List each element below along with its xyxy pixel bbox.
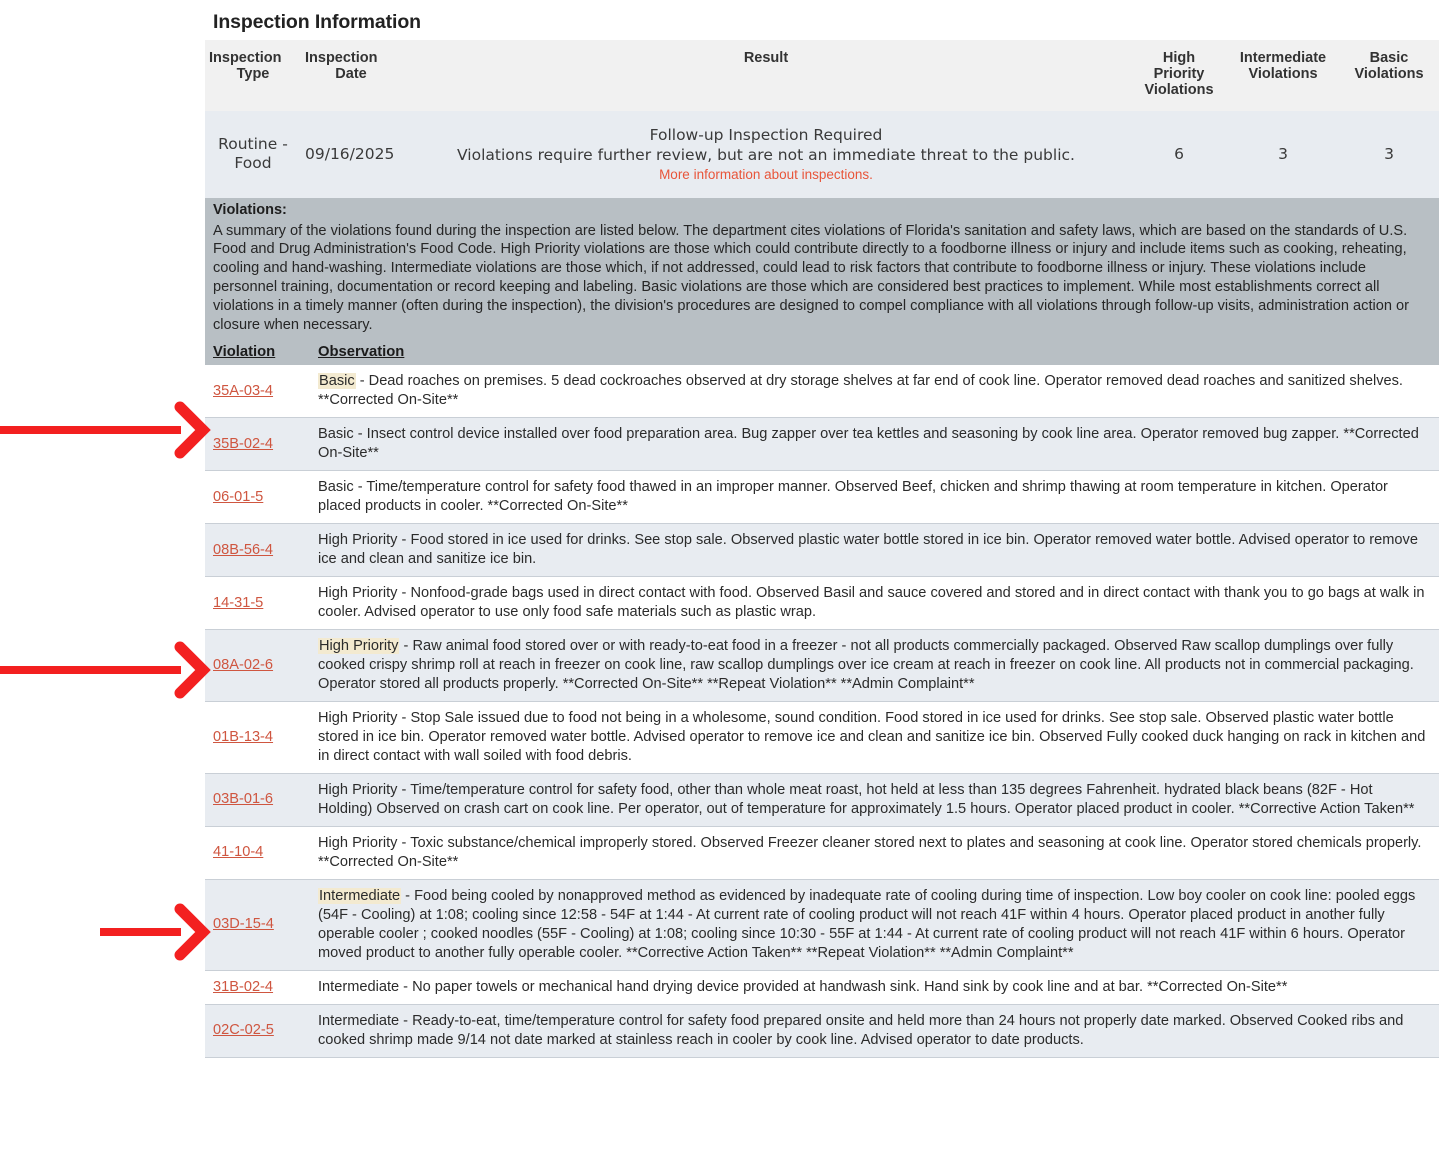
cell-violation-code [205,418,308,471]
cell-observation [308,879,1439,970]
table-row [205,702,1439,774]
cell-inspection-date: 09/16/2025 [301,111,401,198]
arrow-to-row-08A-02-6 [0,647,203,693]
table-row [205,970,1439,1004]
table-row [205,773,1439,826]
page-title: Inspection Information [213,11,421,33]
severity-label: High Priority [318,585,398,602]
observation-text: - Toxic substance/chemical improperly stored. Observed Freezer cleaner stored next to plates and seasoning at cook line. Operator stored chemicals properly. **Corrected On-Site** [318,834,1422,870]
report-content [205,0,1439,1058]
cell-observation [308,773,1439,826]
severity-label: High Priority [318,710,398,726]
cell-observation [308,826,1439,879]
table-row [205,879,1439,970]
severity-label: High Priority [318,834,398,851]
observation-text: - Raw animal food stored over or with ready-to-eat food in a freezer - not all products commercially packaged. Observed Raw scallop dumplings over fully cooked crispy shrimp roll at reach in freezer on cook line, raw scallop dumplings over ice cream at reach in freezer on cook line. All products not in commercial packaging. Operator stored all products properly. **Corrected On-Site** **Repeat Violation** **Admin Complaint** [318,638,1414,693]
violation-code-link[interactable]: 02C-02-5 [213,1022,274,1039]
severity-label: Basic [318,426,354,443]
severity-label: Intermediate [318,1012,400,1029]
table-row [205,471,1439,524]
observation-text: - No paper towels or mechanical hand drying device provided at handwash sink. Hand sink by cook line and at bar. **Corrected On-Site** [399,978,1288,995]
column-header-inspection-type-line2: Type [236,66,270,83]
arrow-to-row-35A-03-4 [0,407,203,453]
violation-code-link[interactable]: 08A-02-6 [213,657,274,674]
arrow-to-row-03D-15-4 [100,909,203,955]
cell-violation-code [205,702,308,774]
severity-label-highlighted: Intermediate [319,887,401,904]
cell-observation [308,365,1439,417]
cell-violation-code [205,471,308,524]
violations-notice [205,198,1439,343]
cell-violation-code [205,826,308,879]
table-row [205,577,1439,630]
violation-code-link[interactable]: 03D-15-4 [213,916,274,933]
violation-code-link[interactable]: 14-31-5 [213,594,264,611]
column-header-inspection-type-line1: Inspection [209,50,282,66]
observation-text: - Ready-to-eat, time/temperature control for safety food prepared onsite and held more than 24 hours not properly date marked. Observed Cooked ribs and cooked shrimp made 9/14 not date marked at stainless reach in cooler by cook line. Advised operator to date products. [318,1012,1404,1048]
column-header-observation: Observation [308,342,1439,365]
cell-high-priority-count: 6 [1131,111,1227,198]
observation-text: - Time/temperature control for safety food, other than whole meat roast, hot held at less than 135 degrees Fahrenheit. hydrated black beans (82F - Hot Holding) Observed on crash cart on cook line. Per operator, out of temperature for approximately 1.5 hours. Operator placed product in cooler. **Corrective Action Taken** [318,781,1415,817]
violations-table-body [205,365,1439,1057]
cell-violation-code [205,630,308,702]
cell-observation [308,630,1439,702]
table-row [205,826,1439,879]
table-row [205,630,1439,702]
cell-violation-code [205,524,308,577]
column-header-intermediate-violations: Intermediate Violations [1227,40,1339,111]
column-header-high-priority-violations: High Priority Violations [1131,40,1227,111]
column-header-violation: Violation [205,342,308,365]
cell-basic-count: 3 [1339,111,1439,198]
observation-text: - Dead roaches on premises. 5 dead cockroaches observed at dry storage shelves at far end of cook line. Operator removed dead roaches and sanitized shelves. **Corrected On-Site** [318,373,1403,409]
cell-observation [308,1004,1439,1057]
violation-code-link[interactable]: 08B-56-4 [213,541,274,558]
column-header-basic-violations: Basic Violations [1339,40,1439,111]
violations-table-header-row [205,342,1439,365]
observation-text: - Insect control device installed over food preparation area. Bug zapper over tea kettles and seasoning by cook line area. Operator removed bug zapper. **Corrected On-Site** [318,426,1419,462]
violation-code-link[interactable]: 35A-03-4 [213,382,274,399]
observation-text: - Time/temperature control for safety food thawed in an improper manner. Observed Beef, chicken and shrimp thawing at room temperature in kitchen. Operator placed products in cooler. **Corrected On-Site** [318,479,1388,515]
violation-code-link[interactable]: 01B-13-4 [213,728,274,745]
cell-observation [308,471,1439,524]
violations-notice-title: Violations: [213,201,287,218]
cell-violation-code [205,1004,308,1057]
inspection-table-header-row [205,40,1439,111]
cell-violation-code [205,970,308,1004]
cell-observation [308,577,1439,630]
inspection-result-row [205,111,1439,198]
cell-observation [308,524,1439,577]
severity-label-highlighted: High Priority [319,638,399,655]
column-header-inspection-date [301,40,401,111]
observation-text: - Nonfood-grade bags used in direct contact with food. Observed Basil and sauce covered and stored and in direct contact with thank you to go bags at walk in cooler. Advised operator to use only food safe materials such as plastic wrap. [318,585,1425,621]
severity-label-highlighted: Basic [319,373,355,390]
severity-label: Basic [318,479,354,496]
violation-code-link[interactable]: 03B-01-6 [213,791,274,808]
observation-text: - Food stored in ice used for drinks. See stop sale. Observed plastic water bottle stored in ice bin. Operator removed water bottle. Advised operator to remove ice and clean and sanitize ice bin. [318,532,1418,568]
violation-code-link[interactable]: 31B-02-4 [213,978,274,995]
cell-violation-code [205,773,308,826]
cell-observation [308,702,1439,774]
table-row [205,418,1439,471]
observation-text: - Stop Sale issued due to food not being in a wholesome, sound condition. Food stored in ice used for drinks. See stop sale. Observed plastic water bottle stored in ice bin. Operator removed water bottle. Advised operator to remove ice and clean and sanitize ice bin. Observed Fully cooked duck hanging on rack in kitchen and in direct contact with wall soiled with food debris. [318,710,1426,764]
violation-code-link[interactable]: 41-10-4 [213,844,264,861]
violation-code-link[interactable]: 06-01-5 [213,488,264,505]
severity-label: High Priority [318,781,398,798]
column-header-result: Result [401,40,1131,111]
severity-label: Intermediate [318,978,400,995]
table-row [205,365,1439,417]
cell-intermediate-count: 3 [1227,111,1339,198]
column-header-inspection-date-line2: Date [335,66,367,83]
cell-observation [308,418,1439,471]
violations-notice-paragraph: A summary of the violations found during the inspection are listed below. The department cites violations of Florida's sanitation and safety laws, which are based on the standards of U.S. Food and Drug Administration's Food Code. High Priority violations are those which could contribute directly to a foodborne illness or injury and include items such as cooking, reheating, cooling and hand-washing. Intermediate violations are those which, if not addressed, could lead to risk factors that contribute to foodborne illness or injury. These violations include personnel training, documentation or record keeping and labeling. Basic violations are those which are considered best practices to implement. While most establishments correct all violations in a timely manner (often during the inspection), the division's procedures are designed to compel compliance with all violations through follow-up visits, administration action or closure when necessary. [213,222,1410,333]
cell-result [401,111,1131,198]
severity-label: High Priority [318,532,398,549]
violations-table [205,342,1439,1057]
cell-violation-code [205,577,308,630]
cell-violation-code [205,365,308,417]
column-header-inspection-date-line1: Inspection [305,50,378,66]
cell-inspection-type: Routine - Food [205,111,301,198]
table-row [205,1004,1439,1057]
result-detail: Violations require further review, but are not an immediate threat to the public. [457,145,1075,164]
result-headline: Follow-up Inspection Required [649,125,883,144]
more-information-about-inspections-link[interactable]: More information about inspections. [659,166,873,182]
cell-violation-code [205,879,308,970]
violation-code-link[interactable]: 35B-02-4 [213,435,274,452]
observation-text: - Food being cooled by nonapproved method as evidenced by inadequate rate of cooling during time of inspection. Low boy cooler on cook line: pooled eggs (54F - Cooling) at 1:08; cooling since 12:58 - 54F at 1:44 - At current rate of cooling product will not reach 41F within 4 hours. Operator placed product in another fully operable cooler ; cooked noodles (55F - Cooling) at 1:08; cooling since 10:30 - 55F at 1:44 - At current rate of cooling product will not reach 41F within 6 hours. Operator moved product to another fully operable cooler. **Corrective Action Taken** **Repeat Violation** **Admin Complaint** [318,887,1416,961]
column-header-inspection-type [205,40,301,111]
inspection-information-table [205,40,1439,198]
cell-observation [308,970,1439,1004]
table-row [205,524,1439,577]
